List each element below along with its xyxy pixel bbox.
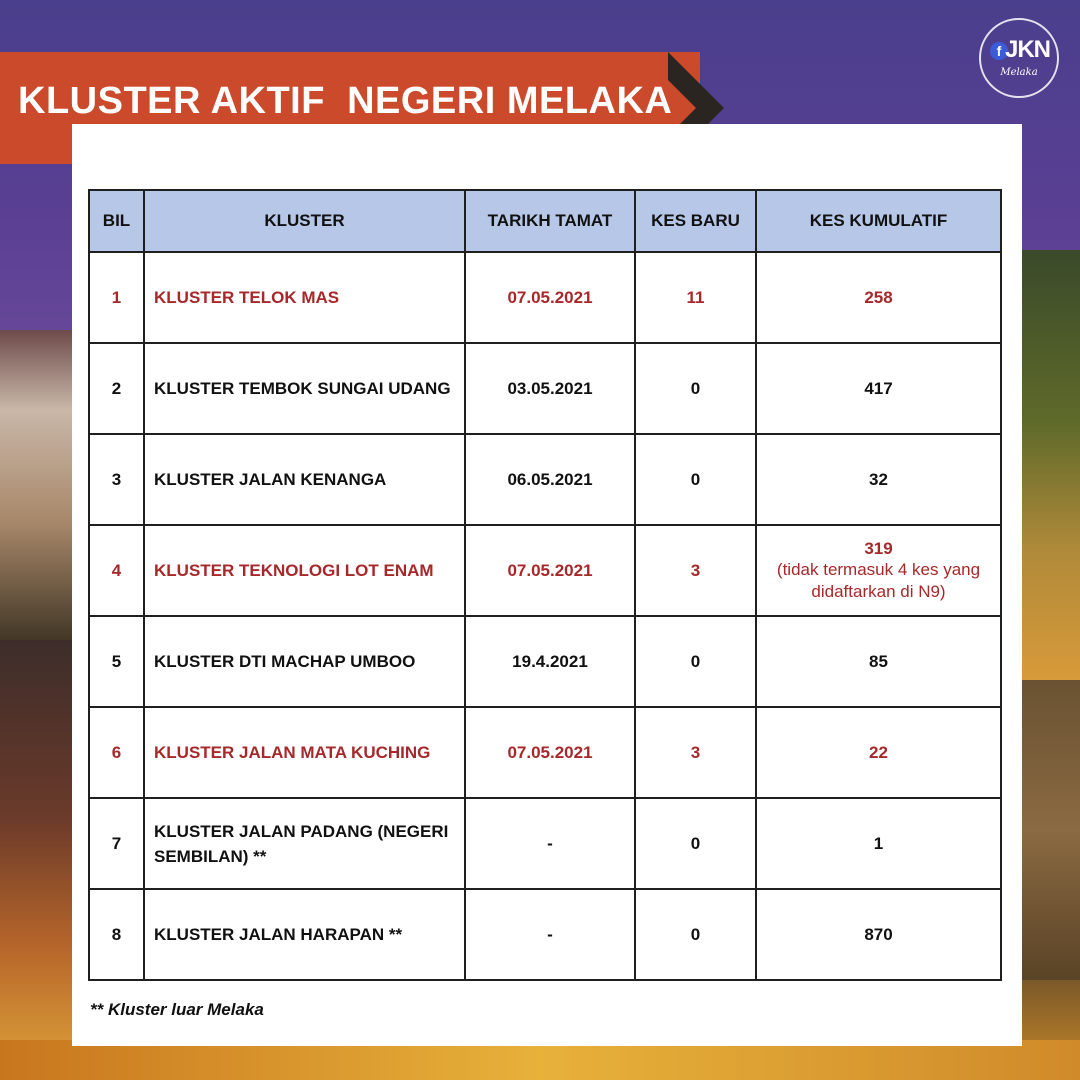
cell-kes-kumulatif: 870 <box>756 889 1001 980</box>
cell-kes-kumulatif: 85 <box>756 616 1001 707</box>
table-header-row <box>89 190 1001 252</box>
header-kluster: KLUSTER <box>144 190 465 252</box>
table-row <box>89 343 1001 434</box>
cell-kes-baru: 0 <box>635 616 756 707</box>
cell-kluster: KLUSTER JALAN PADANG (NEGERI SEMBILAN) ** <box>144 798 465 889</box>
background-building <box>0 330 75 650</box>
cell-bil: 7 <box>89 798 144 889</box>
cell-kes-kumulatif: 258 <box>756 252 1001 343</box>
cell-bil: 4 <box>89 525 144 616</box>
cell-kes-baru: 0 <box>635 343 756 434</box>
page-title: KLUSTER AKTIF NEGERI MELAKA <box>18 80 673 122</box>
kes-kumulatif-note: (tidak termasuk 4 kes yang didaftarkan di N9) <box>776 559 981 601</box>
header-tarikh-tamat: TARIKH TAMAT <box>465 190 635 252</box>
cell-kluster: KLUSTER DTI MACHAP UMBOO <box>144 616 465 707</box>
logo-subtext: Melaka <box>1000 67 1038 78</box>
logo-text: JKN <box>1005 36 1051 63</box>
cell-kes-baru: 3 <box>635 525 756 616</box>
cell-kluster: KLUSTER JALAN MATA KUCHING <box>144 707 465 798</box>
table-row <box>89 525 1001 616</box>
cell-kluster: KLUSTER JALAN KENANGA <box>144 434 465 525</box>
table-row <box>89 889 1001 980</box>
header-kes-baru: KES BARU <box>635 190 756 252</box>
cell-bil: 5 <box>89 616 144 707</box>
cell-tarikh: - <box>465 889 635 980</box>
cell-kes-baru: 3 <box>635 707 756 798</box>
cell-tarikh: 07.05.2021 <box>465 252 635 343</box>
cell-kluster: KLUSTER TEMBOK SUNGAI UDANG <box>144 343 465 434</box>
cell-tarikh: 07.05.2021 <box>465 707 635 798</box>
kes-kumulatif-value: 319 <box>864 538 893 558</box>
cell-kes-kumulatif <box>756 525 1001 616</box>
background-trees <box>1022 250 1080 680</box>
header-bil: BIL <box>89 190 144 252</box>
cell-kes-baru: 11 <box>635 252 756 343</box>
cluster-table <box>88 189 1002 981</box>
background-glow <box>0 1040 1080 1080</box>
cell-kes-kumulatif: 22 <box>756 707 1001 798</box>
header-kes-kumulatif: KES KUMULATIF <box>756 190 1001 252</box>
cell-kes-kumulatif: 417 <box>756 343 1001 434</box>
background-river <box>0 640 75 1080</box>
table-row <box>89 252 1001 343</box>
cell-kluster: KLUSTER JALAN HARAPAN ** <box>144 889 465 980</box>
table-row <box>89 616 1001 707</box>
cell-bil: 6 <box>89 707 144 798</box>
cell-kluster: KLUSTER TELOK MAS <box>144 252 465 343</box>
cell-tarikh: - <box>465 798 635 889</box>
cell-tarikh: 03.05.2021 <box>465 343 635 434</box>
footnote: ** Kluster luar Melaka <box>90 1000 264 1019</box>
table-row <box>89 434 1001 525</box>
cell-tarikh: 06.05.2021 <box>465 434 635 525</box>
table-row <box>89 707 1001 798</box>
cell-kes-baru: 0 <box>635 798 756 889</box>
table-row <box>89 798 1001 889</box>
cell-tarikh: 07.05.2021 <box>465 525 635 616</box>
cell-kluster: KLUSTER TEKNOLOGI LOT ENAM <box>144 525 465 616</box>
cell-bil: 2 <box>89 343 144 434</box>
cell-bil: 3 <box>89 434 144 525</box>
background-wall <box>1022 680 1080 980</box>
cell-kes-kumulatif: 32 <box>756 434 1001 525</box>
cell-tarikh: 19.4.2021 <box>465 616 635 707</box>
cell-bil: 8 <box>89 889 144 980</box>
jkn-logo <box>979 18 1059 98</box>
cell-bil: 1 <box>89 252 144 343</box>
facebook-f-icon: f <box>990 42 1008 60</box>
cell-kes-kumulatif: 1 <box>756 798 1001 889</box>
cell-kes-baru: 0 <box>635 434 756 525</box>
cell-kes-baru: 0 <box>635 889 756 980</box>
